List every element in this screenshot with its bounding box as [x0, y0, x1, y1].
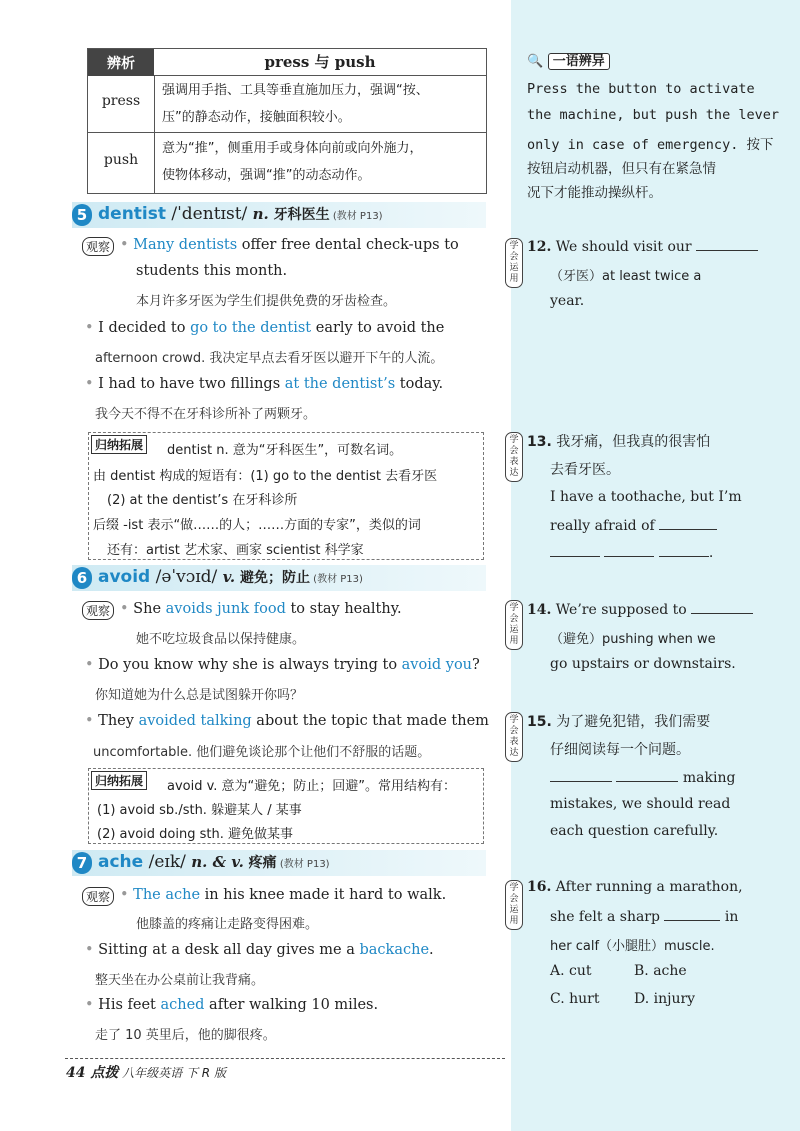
- note-line-2: the machine, but push the lever: [527, 107, 779, 123]
- sidebar-note: [527, 50, 787, 200]
- tag-use: 学会运用: [505, 238, 523, 288]
- question-16: 16. After running a marathon,: [527, 879, 743, 895]
- dentist-example-3-cn: 我今天不得不在牙科诊所补了两颗牙。: [95, 407, 317, 422]
- question-13-line-2: 去看牙医。: [550, 462, 620, 478]
- dentist-summary-box: 归纳拓展 dentist n. 意为“牙科医生”，可数名词。 由 dentist 构成的短语有：(1) go to the dentist 去看牙医 (2) at the dentist’s 在牙科诊所 后缀 -ist 表示“做……的人；……方面的专家”，类似的词 还有：artist 艺术家、画家 scientist 科学家: [88, 432, 484, 560]
- question-13-line-3: I have a toothache, but I’m: [550, 489, 742, 505]
- dentist-example-3: • I had to have two fillings at the dentist’s today.: [85, 376, 444, 392]
- phonetic: /eɪk/: [143, 852, 192, 872]
- avoid-example-3: • They avoided talking about the topic that made them: [85, 713, 489, 729]
- avoid-summary-box: 归纳拓展 avoid v. 意为“避免；防止；回避”。常用结构有： (1) avoid sb./sth. 躲避某人 / 某事 (2) avoid doing sth. 避免做某事: [88, 768, 484, 844]
- answer-blank[interactable]: [616, 768, 678, 782]
- question-12: 12. We should visit our: [527, 237, 758, 255]
- question-16-line-2: she felt a sharp in: [550, 909, 739, 925]
- observe-badge: 观察: [82, 237, 114, 256]
- page-footer: [65, 1058, 505, 1059]
- push-def-2: 使物体移动，强调“推”的动态动作。: [162, 168, 371, 183]
- note-line-3: only in case of emergency. 按下: [527, 137, 774, 153]
- question-15-line-5: each question carefully.: [550, 823, 719, 839]
- brand: 点拨: [90, 1065, 119, 1081]
- answer-blank[interactable]: [604, 543, 654, 557]
- textbook-ref: (教材 P13): [310, 574, 363, 585]
- book-title: 八年级英语 下 R 版: [118, 1066, 226, 1080]
- headword: dentist: [98, 204, 166, 224]
- option-b[interactable]: B. ache: [634, 963, 687, 979]
- chinese-meaning: 疼痛: [243, 855, 277, 871]
- question-15: 15. 为了避免犯错，我们需要: [527, 714, 711, 730]
- word-push: push: [103, 152, 139, 168]
- ache-example-2: • Sitting at a desk all day gives me a backache.: [85, 942, 434, 958]
- avoid-example-2: • Do you know why she is always trying to avoid you?: [85, 657, 480, 673]
- textbook-ref: (教材 P13): [276, 859, 330, 870]
- tag-express: 学会表达: [505, 432, 523, 482]
- section-avoid-header: [72, 565, 486, 591]
- option-d[interactable]: D. injury: [634, 991, 696, 1007]
- headword: avoid: [98, 567, 151, 587]
- answer-blank[interactable]: [550, 768, 612, 782]
- observe-badge: 观察: [82, 887, 114, 906]
- answer-blank[interactable]: [664, 907, 720, 921]
- question-12-line-3: year.: [550, 293, 585, 309]
- option-a[interactable]: A. cut: [550, 963, 592, 979]
- question-13-line-4: really afraid of: [550, 516, 717, 534]
- ache-example-1: • The ache in his knee made it hard to walk.: [120, 887, 447, 903]
- summary-tag: 归纳拓展: [91, 771, 147, 790]
- answer-blank[interactable]: [659, 516, 717, 530]
- avoid-example-1-cn: 她不吃垃圾食品以保持健康。: [136, 632, 306, 647]
- phonetic: /ˈdentɪst/: [166, 204, 253, 224]
- note-line-5: 况下才能推动操纵杆。: [527, 185, 662, 201]
- question-14-line-3: go upstairs or downstairs.: [550, 656, 736, 672]
- part-of-speech: n.: [252, 205, 269, 223]
- question-14: 14. We’re supposed to: [527, 600, 753, 618]
- section-number: 6: [72, 567, 92, 589]
- table-title: press 与 push: [264, 53, 376, 71]
- answer-blank[interactable]: [659, 543, 709, 557]
- answer-blank[interactable]: [550, 543, 600, 557]
- avoid-example-1: • She avoids junk food to stay healthy.: [120, 601, 402, 617]
- dentist-example-1-cn: 本月许多牙医为学生们提供免费的牙齿检查。: [136, 294, 397, 309]
- question-14-line-2: （避免）pushing when we: [550, 632, 716, 647]
- answer-blank[interactable]: [696, 237, 758, 251]
- dentist-example-1b: students this month.: [136, 263, 288, 279]
- section-number: 5: [72, 204, 92, 226]
- part-of-speech: v.: [222, 568, 236, 586]
- headword: ache: [98, 852, 144, 872]
- option-c[interactable]: C. hurt: [550, 991, 600, 1007]
- section-number: 7: [72, 852, 92, 874]
- note-line-4: 按钮启动机器，但只有在紧急情: [527, 161, 716, 177]
- table-header: [88, 49, 486, 76]
- question-16-line-3: her calf（小腿肚）muscle.: [550, 939, 715, 954]
- tag-use: 学会运用: [505, 880, 523, 930]
- ache-example-3: • His feet ached after walking 10 miles.: [85, 997, 379, 1013]
- chinese-meaning: 牙科医生: [268, 207, 330, 223]
- footer-text: [66, 1062, 226, 1082]
- note-line-1: Press the button to activate: [527, 81, 755, 97]
- page-number: 44: [66, 1065, 86, 1081]
- question-13: 13. 我牙痛，但我真的很害怕: [527, 434, 711, 450]
- avoid-example-2-cn: 你知道她为什么总是试图躲开你吗？: [95, 688, 304, 703]
- tag-use: 学会运用: [505, 600, 523, 650]
- analysis-tag: 辨析: [88, 49, 154, 76]
- textbook-ref: (教材 P13): [329, 211, 383, 222]
- tag-express: 学会表达: [505, 712, 523, 762]
- ache-example-3-cn: 走了 10 英里后，他的脚很疼。: [95, 1028, 276, 1043]
- dentist-example-2: • I decided to go to the dentist early to avoid the: [85, 320, 445, 336]
- part-of-speech: n. & v.: [191, 853, 244, 871]
- question-15-line-3: making: [550, 768, 735, 786]
- press-push-table: [87, 48, 487, 194]
- dentist-example-1: • Many dentists offer free dental check-ups to: [120, 237, 459, 253]
- word-press: press: [101, 93, 141, 109]
- section-dentist-header: [72, 202, 486, 228]
- observe-badge: 观察: [82, 601, 114, 620]
- summary-tag: 归纳拓展: [91, 435, 147, 454]
- ache-example-1-cn: 他膝盖的疼痛让走路变得困难。: [136, 917, 319, 932]
- note-tag: 一语辨异: [548, 53, 610, 70]
- question-15-line-2: 仔细阅读每一个问题。: [550, 742, 690, 758]
- dentist-example-2b: afternoon crowd. 我决定早点去看牙医以避开下午的人流。: [95, 351, 444, 366]
- press-def-2: 压”的静态动作，接触面积较小。: [162, 110, 351, 125]
- question-13-blanks: .: [550, 543, 713, 561]
- press-def-1: 强调用手指、工具等垂直施加压力，强调“按、: [162, 83, 429, 98]
- answer-blank[interactable]: [691, 600, 753, 614]
- chinese-meaning: 避免；防止: [235, 570, 310, 586]
- phonetic: /əˈvɔɪd/: [150, 567, 223, 587]
- magnifier-icon: 🔍: [527, 54, 544, 69]
- section-ache-header: [72, 850, 486, 876]
- question-15-line-4: mistakes, we should read: [550, 796, 731, 812]
- avoid-example-3b: uncomfortable. 他们避免谈论那个让他们不舒服的话题。: [93, 745, 431, 760]
- question-12-line-2: （牙医）at least twice a: [550, 269, 702, 284]
- push-def-1: 意为“推”，侧重用手或身体向前或向外施力，: [162, 141, 423, 156]
- ache-example-2-cn: 整天坐在办公桌前让我背痛。: [95, 973, 265, 988]
